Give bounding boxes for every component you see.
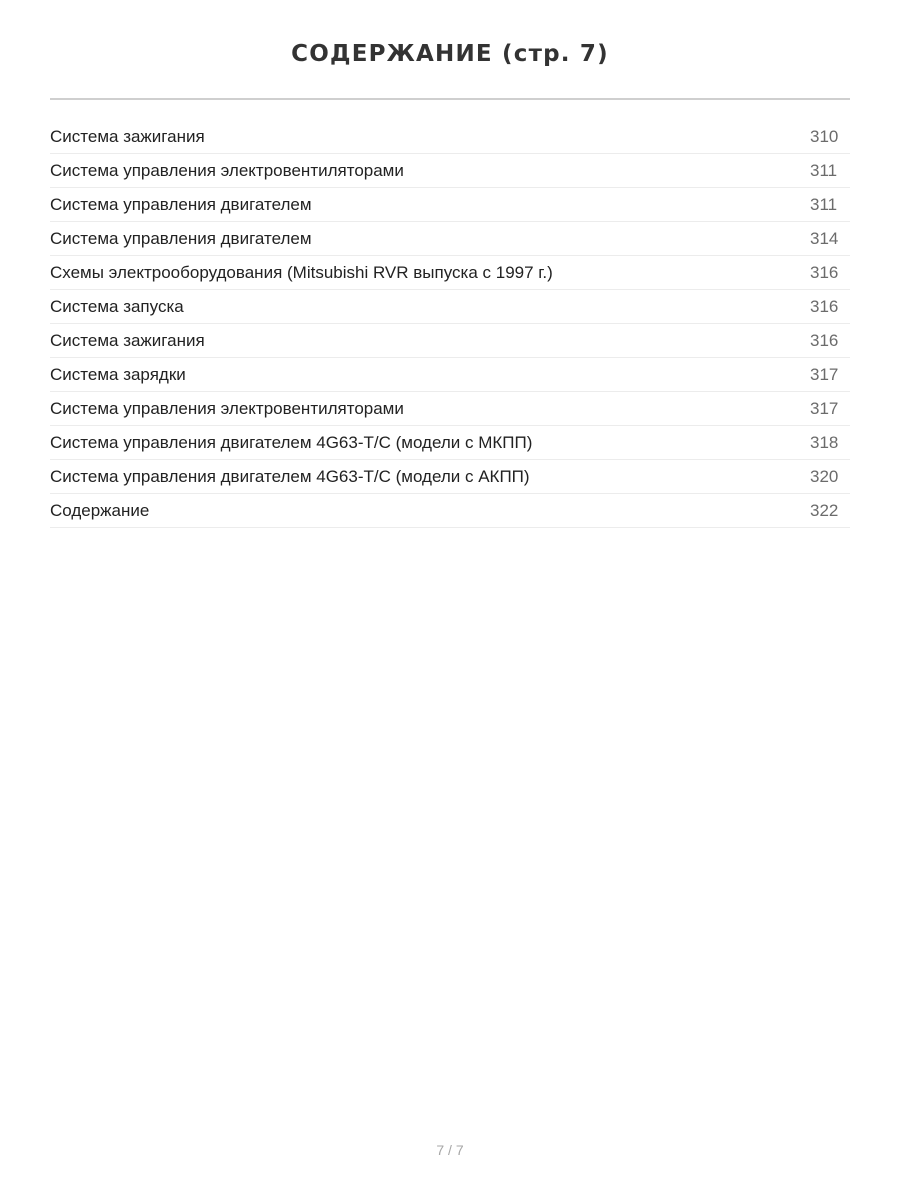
toc-page-number: 311: [810, 194, 838, 214]
toc-row[interactable]: [50, 358, 850, 392]
toc-entry-title: Система запуска: [50, 296, 184, 316]
toc-entry-title: Система управления двигателем 4G63-T/C (модели с АКПП): [50, 466, 530, 486]
toc-entry-title: Схемы электрооборудования (Mitsubishi RVR выпуска с 1997 г.): [50, 262, 553, 282]
toc-entry-title: Содержание: [50, 500, 150, 520]
toc-entry-title: Система зарядки: [50, 364, 186, 384]
toc-page-number: 317: [810, 364, 839, 384]
toc-page-number: 310: [810, 126, 839, 146]
page-title: СОДЕРЖАНИЕ (стр. 7): [291, 41, 609, 67]
toc-entry-title: Система управления электровентиляторами: [50, 398, 404, 418]
toc-entry-title: Система зажигания: [50, 126, 205, 146]
toc-page-number: 318: [810, 432, 839, 452]
toc-row[interactable]: [50, 426, 850, 460]
toc-row[interactable]: [50, 188, 850, 222]
toc-page-number: 316: [810, 296, 839, 316]
toc-page-number: 316: [810, 262, 839, 282]
toc-page-number: 317: [810, 398, 839, 418]
page-counter: 7 / 7: [436, 1142, 464, 1158]
toc-page-number: 322: [810, 500, 839, 520]
toc-row[interactable]: [50, 494, 850, 528]
toc-row[interactable]: [50, 222, 850, 256]
toc-page-number: 311: [810, 160, 838, 180]
toc-row[interactable]: [50, 460, 850, 494]
title-divider: [50, 98, 850, 100]
toc-row[interactable]: [50, 120, 850, 154]
toc-page-number: 314: [810, 228, 839, 248]
toc-entry-title: Система зажигания: [50, 330, 205, 350]
toc-row[interactable]: [50, 392, 850, 426]
toc-entry-title: Система управления двигателем: [50, 228, 312, 248]
toc-row[interactable]: [50, 324, 850, 358]
toc-row[interactable]: [50, 290, 850, 324]
toc-entry-title: Система управления двигателем 4G63-T/C (модели с МКПП): [50, 432, 533, 452]
toc-page-number: 320: [810, 466, 839, 486]
toc-page-number: 316: [810, 330, 839, 350]
toc-entry-title: Система управления двигателем: [50, 194, 312, 214]
toc-entry-title: Система управления электровентиляторами: [50, 160, 404, 180]
toc-row[interactable]: [50, 256, 850, 290]
table-of-contents: [50, 120, 850, 528]
toc-row[interactable]: [50, 154, 850, 188]
